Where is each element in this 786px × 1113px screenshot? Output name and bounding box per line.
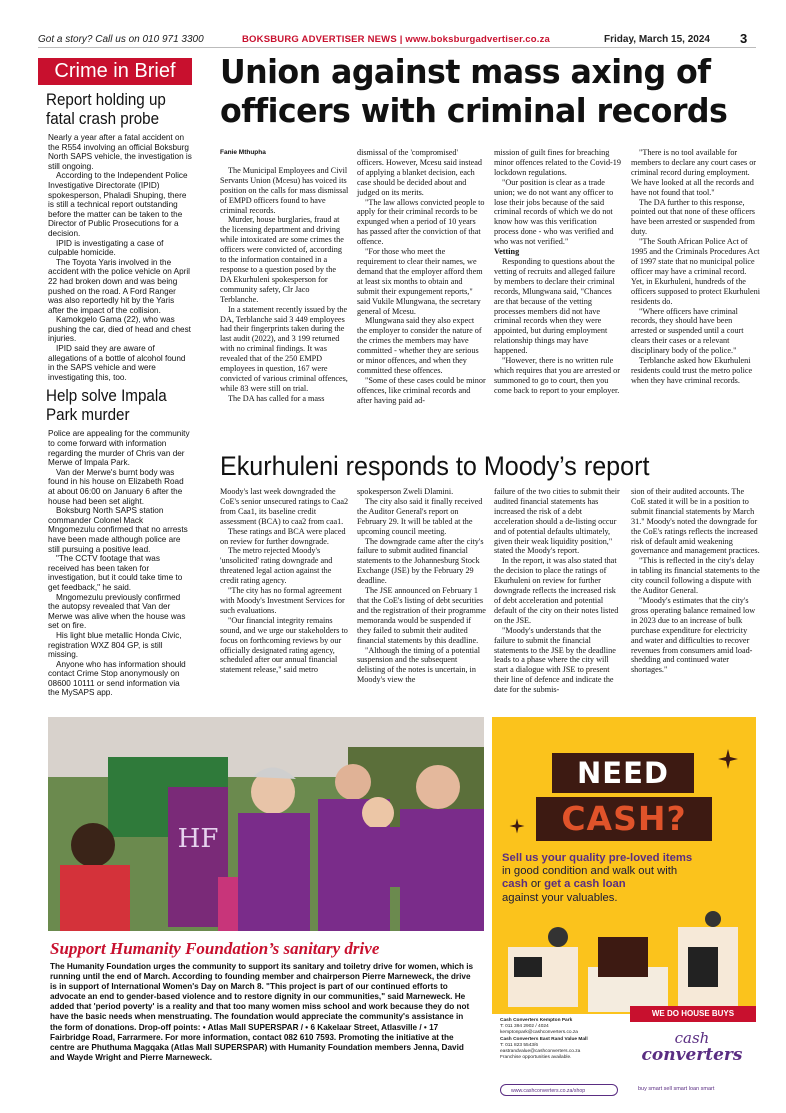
story-column bbox=[220, 487, 349, 705]
story-paragraph: "For those who meet the requirement to clear their names, we demand that the employer afford them at least six months to obtain and submit their expungement reports," said Vukile Mlungwana, the secretary general of Mcesu. bbox=[357, 247, 483, 316]
tagline-text: against your valuables. bbox=[502, 891, 618, 904]
photo-caption-title: Support Humanity Foundation’s sanitary drive bbox=[50, 939, 380, 958]
store-phone: T: 011 394 2902 / 4024 bbox=[500, 1024, 549, 1030]
story-paragraph: The DA further to this response, pointed out that none of these officers have been arrested or suspended from duty. bbox=[631, 197, 755, 237]
story-column bbox=[494, 487, 623, 705]
brief-paragraph: Nearly a year after a fatal accident on the R554 involving an official Boksburg North SAPS vehicle, the investigation is still ongoing. bbox=[48, 133, 192, 171]
story-paragraph: The downgrade came after the city's failure to submit audited financial statements to the Johannesburg Stock Exchange (JSE) by the February 29 deadline. bbox=[357, 536, 484, 586]
story-paragraph: "Moody's estimates that the city's gross operating balance remained low in 2023 due to an increase of bulk purchase expenditure for electricity and water and difficulties to recover revenues from consumers amid load-shedding and continued water shortages." bbox=[631, 595, 756, 675]
tagline-text: in good condition and walk out with bbox=[502, 865, 678, 878]
story-paragraph: "There is no tool available for members to declare any court cases or criminal record during employment. We have looked at all the records and have not found that tool." bbox=[631, 148, 757, 197]
main-headline: Union against mass axing of officers with criminal records bbox=[220, 52, 728, 130]
issue-date: Friday, March 15, 2024 bbox=[604, 34, 710, 45]
second-headline: Ekurhuleni responds to Moody’s report bbox=[220, 451, 650, 481]
story-paragraph: failure of the two cities to submit their audited financial statements has increased the risk of a debt acceleration should a de-listing occur and of potential defaults ultimately, given their weak liquidity position," stated the Moody's report. bbox=[494, 487, 620, 556]
brief-paragraph: Mngomezulu previously confirmed the autopsy revealed that Van der Merwe was alive when the house was set on fire. bbox=[48, 592, 186, 631]
sparkle-icon bbox=[508, 817, 526, 835]
story-paragraph: In a statement recently issued by the DA, Terblanche said 3 449 employees had their fingerprints taken during the last audit (2022), and 3 199 returned with no criminal findings. It was revealed that of the 250 EMPD employees in question, 167 were convicted of various criminal offences, while 83 were still on trial. bbox=[220, 304, 348, 393]
brief-heading: Report holding up fatal crash probe bbox=[46, 91, 166, 128]
brief-paragraph: Kamokgelo Gama (22), who was pushing the car, died of head and chest injuries. bbox=[48, 315, 191, 344]
store-email: eastrandvalue@cashconverters.co.za bbox=[500, 1049, 581, 1055]
story-paragraph: "Some of these cases could be minor offences, like criminal records and after having paid ad- bbox=[357, 375, 486, 405]
story-paragraph: spokesperson Zweli Dlamini. bbox=[357, 487, 454, 496]
sparkle-icon bbox=[716, 747, 740, 771]
brief-heading: Help solve Impala Park murder bbox=[46, 387, 167, 425]
story-paragraph: The city also said it finally received the Auditor General's report on February 29. It will be tabled at the upcoming council meeting. bbox=[357, 496, 483, 536]
story-paragraph: dismissal of the 'compromised' officers. However, Mcesu said instead of applying a blanket decision, each case should be decided about and judged on its merits. bbox=[357, 148, 483, 197]
story-paragraph: The metro rejected Moody's 'unsolicited' rating downgrade and threatened legal action against the credit rating agency. bbox=[220, 546, 333, 586]
story-paragraph: Moody's last week downgraded the CoE's senior unsecured ratings to Caa2 from Caa1, its baseline credit assessment (BCA) to caa2 from caa1. bbox=[220, 487, 349, 526]
store-email: kemptonpark@cashconverters.co.za bbox=[500, 1030, 578, 1036]
we-do-house-buys-badge: WE DO HOUSE BUYS bbox=[630, 1006, 756, 1022]
logo-line: converters bbox=[641, 1045, 743, 1065]
brief-paragraph: Boksburg North SAPS station commander Colonel Mack Mngomezulu confirmed that no arrests have been made although police are still pursuing a positive lead. bbox=[48, 506, 188, 554]
story-paragraph: "Our position is clear as a trade union; we do not want any officer to lose their jobs because of the said criminal records of which we do not know how was this verification process done - who was verified and who was not verified." bbox=[494, 177, 614, 247]
story-column bbox=[357, 148, 486, 438]
story-column bbox=[220, 148, 349, 438]
photo-caption-body: The Humanity Foundation urges the community to support its sanitary and toiletry drive for women, which is running until the end of March. According to founding member and chairperson Pierre Marneweck, the drive is in support of International Women's Day on March 8. "This project is part of our continued efforts to advocate an end to gender-based violence and to restore dignity in our communities," said Marneweck. He added that 'period poverty' is a reality and that too many women miss school and work because they do not have the basic needs when menstruating. The foundation would appreciate the community's assistance in the form of donations. Drop-off points: • Atlas Mall SUPERSPAR / • 6 Kakelaar Street, Atlasville / • 17 Fairbridge Road, Farrarmere. For more information, contact 082 610 7593. Promoting the initiative at the centre are Phuthuma Magqaka (Atlas Mall SUPERSPAR) with Humanity Foundation members Jenna, David and Wayde Wright and Pierre Marneweck. bbox=[50, 962, 474, 1062]
ad-products-illustration bbox=[498, 907, 748, 1017]
svg-text:HF: HF bbox=[177, 824, 219, 854]
story-paragraph: The JSE announced on February 1 that the CoE's listing of debt securities and the registration of their programme memoranda would be suspended if they failed to submit their audited financial statements by this deadline. bbox=[357, 586, 486, 645]
brief-paragraph: According to the Independent Police Investigative Directorate (IPID) spokesperson, Phaladi Shuping, there is still a technical report outstanding before the matter can be taken to the Director of Public Prosecutions for a decision. bbox=[48, 171, 188, 238]
store-phone: T: 011 823 5543/6 bbox=[500, 1042, 539, 1048]
brief-body bbox=[48, 133, 192, 382]
header-rule bbox=[38, 47, 756, 48]
story-prompt: Got a story? Call us on 010 971 3300 bbox=[38, 34, 204, 45]
story-paragraph: "Our financial integrity remains sound, and we urge our stakeholders to focus on forthcoming reviews by our officially designated rating agency, scheduled after our annual financial statement release," said metro bbox=[220, 615, 348, 675]
brief-paragraph: Anyone who has information should contact Crime Stop anonymously on 08600 10111 or send information via the MySAPS app. bbox=[48, 659, 186, 698]
franchise-note: Franchise opportunities available. bbox=[500, 1055, 572, 1061]
byline: Fanie Mthupha bbox=[220, 149, 266, 156]
brief-paragraph: Police are appealing for the community to come forward with information regarding the murder of Chris van der Merwe of Impala Park. bbox=[48, 429, 190, 468]
brief-body bbox=[48, 429, 192, 698]
brief-paragraph: IPID is investigating a case of culpable homicide. bbox=[48, 238, 164, 258]
cash-converters-advert[interactable] bbox=[492, 717, 756, 1102]
group-photo bbox=[48, 717, 484, 931]
cash-converters-logo bbox=[632, 1030, 752, 1070]
story-paragraph: "Although the timing of a potential suspension and the subsequent delisting of the notes is uncertain, in Moody's view the bbox=[357, 645, 480, 685]
second-story-body bbox=[220, 487, 760, 705]
story-paragraph: These ratings and BCA were placed on review for further downgrade. bbox=[220, 526, 346, 546]
brief-paragraph: "The CCTV footage that was received has been taken for investigation, but it could take time to get feedback," he said. bbox=[48, 554, 183, 592]
masthead[interactable]: BOKSBURG ADVERTISER NEWS | www.boksburgadvertiser.co.za bbox=[242, 34, 551, 45]
story-paragraph: mission of guilt fines for breaching minor offences related to the Covid-19 lockdown regulations. bbox=[494, 148, 621, 177]
brief-paragraph: The Toyota Yaris involved in the accident with the police vehicle on April 22 had broken down and was being pushed on the road. A Ford Ranger was also reportedly hit by the Yaris after the impact of the collision. bbox=[48, 257, 190, 315]
logo-line: cash bbox=[674, 1029, 710, 1047]
tagline-bold: Sell us your quality pre-loved items bbox=[502, 852, 693, 864]
brief-paragraph: IPID said they are aware of allegations of a bottle of alcohol found in the SAPS vehicle and were investigating this, too. bbox=[48, 344, 186, 382]
store-addresses bbox=[500, 1018, 630, 1061]
ad-cash-text: CASH? bbox=[536, 797, 712, 841]
tagline-bold: cash bbox=[502, 878, 528, 891]
story-column bbox=[631, 487, 760, 705]
ad-contact-panel bbox=[492, 1009, 756, 1102]
ad-slogan: buy smart sell smart loan smart bbox=[638, 1086, 715, 1092]
ad-need-text: NEED bbox=[552, 753, 694, 793]
store-name: Cash Converters Kempton Park bbox=[500, 1018, 573, 1023]
story-paragraph: Mlungwana said they also expect the employer to consider the nature of the crimes the members may have committed - whether they are serious or minor offences, and when they committed these offences. bbox=[357, 316, 482, 375]
story-paragraph: Terblanche asked how Ekurhuleni residents could trust the metro police when they have criminal records. bbox=[631, 356, 753, 385]
story-paragraph: "However, there is no written rule which requires that you are arrested or summoned to go to court, then you come back to report to your employer. bbox=[494, 356, 620, 395]
tagline-text: or bbox=[530, 878, 541, 891]
story-paragraph: "Where officers have criminal records, they should have been arrested or suspended until a court clears their cases or a relevant disciplinary body of the police." bbox=[631, 306, 744, 356]
story-paragraph: "The law allows convicted people to apply for their criminal records to be expunged when a period of 10 years has passed after the conviction of that offence. bbox=[357, 197, 485, 247]
story-paragraph: In the report, it was also stated that the decision to place the ratings of Ekurhuleni on review for further downgrade reflects the increased risk of debt acceleration and potential default of the city on their notes listed on the JSE. bbox=[494, 556, 619, 625]
story-paragraph: The DA has called for a mass bbox=[228, 393, 325, 403]
story-column bbox=[494, 148, 623, 438]
page-number: 3 bbox=[740, 31, 748, 46]
brief-paragraph: His light blue metallic Honda Civic, registration WXZ 804 GP, is still missing. bbox=[48, 630, 182, 660]
story-paragraph: "The city has no formal agreement with Moody's Investment Services for such evaluations. bbox=[220, 586, 345, 615]
story-paragraph: "Moody's understands that the failure to submit the financial statements to the JSE by the deadline leads to a phase where the city will start a dialogue with JSE to present their line of defence and indicate the date for the submis- bbox=[494, 625, 616, 695]
story-subheading: Vetting bbox=[494, 247, 520, 257]
main-story-body bbox=[220, 148, 760, 438]
story-column bbox=[631, 148, 760, 438]
store-name: Cash Converters East Rand Value Mall bbox=[500, 1036, 588, 1042]
story-paragraph: "The South African Police Act of 1995 and the Criminals Procedures Act of 1997 state that no municipal police officer may have a criminal record. Yet, in Ekurhuleni, hundreds of the officers supposed to protect Ekurhuleni residents do. bbox=[631, 237, 760, 306]
story-paragraph: Murder, house burglaries, fraud at the licensing department and driving while intoxicated are some crimes the officers were convicted of, according to the information contained in a response to a question posed by the DA Ekurhuleni spokesperson for community safety, Clr Jaco Terblanche. bbox=[220, 215, 344, 304]
story-paragraph: "This is reflected in the city's delay in tabling its financial statements to the city council following a dispute with the Auditor General. bbox=[631, 556, 760, 596]
crime-in-brief-column bbox=[38, 58, 192, 700]
story-paragraph: The Municipal Employees and Civil Servants Union (Mcesu) has voiced its position on the calls for mass dismissal of EMPD officers found to have criminal records. bbox=[220, 165, 349, 215]
tagline-bold: get a cash loan bbox=[544, 878, 626, 891]
crime-in-brief-banner: Crime in Brief bbox=[38, 58, 192, 85]
ad-tagline bbox=[502, 852, 742, 905]
page-header bbox=[0, 0, 786, 44]
story-column bbox=[357, 487, 486, 705]
story-paragraph: sion of their audited accounts. The CoE stated it will be in a position to submit financial statements by March 31." Moody's noted the downgrade for the CoE's ratings reflects the increased risk of default amid weakening governance and management practices. bbox=[631, 487, 760, 556]
photo-feature bbox=[38, 717, 484, 1102]
story-paragraph: Responding to questions about the vetting of recruits and alleged failure by members to declare their criminal records, Mlungwana said, "Chances are that because of the vetting processes members did not have criminal records when they were appointed, but during employment relationship things may have happened. bbox=[494, 256, 616, 356]
shop-url-link[interactable]: www.cashconverters.co.za/shop bbox=[500, 1084, 618, 1096]
brief-paragraph: Van der Merwe's burnt body was found in his house on Elizabeth Road at about 06:00 on January 6 after the house had been set alight. bbox=[48, 467, 184, 506]
